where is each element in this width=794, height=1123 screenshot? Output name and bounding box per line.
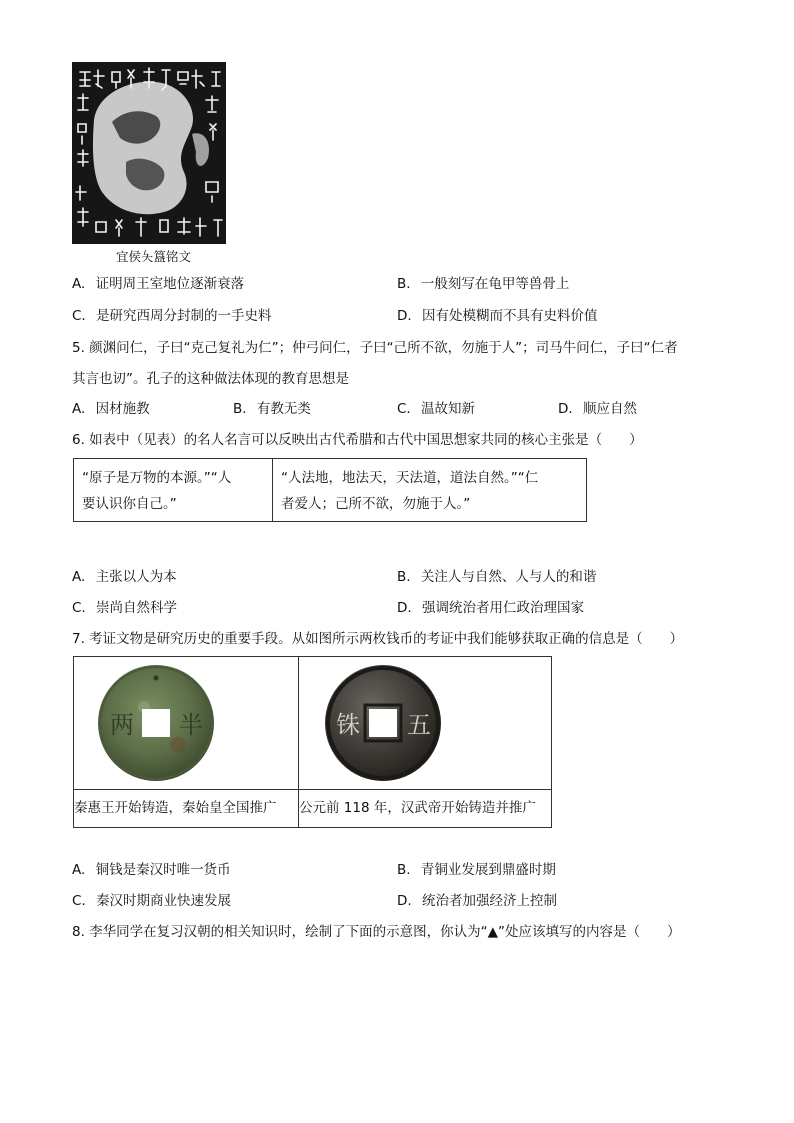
option-text: 秦汉时期商业快速发展: [96, 893, 232, 909]
option-text: 因有处模糊而不具有史料价值: [421, 308, 598, 324]
chinese-quotes-cell: [273, 459, 587, 522]
option-text: 因材施教: [95, 401, 150, 417]
option-label: B.: [233, 401, 247, 417]
q5-stem-line1: 5. 颜渊问仁，子曰“克己复礼为仁”；仲弓问仁，子曰“己所不欲，勿施于人”；司马牛问仁，子曰“仁者: [72, 340, 678, 356]
option-label: A.: [72, 276, 86, 292]
option-label: B.: [397, 569, 411, 585]
q5-option-c[interactable]: [397, 399, 475, 419]
option-text: 证明周王室地位逐渐衰落: [95, 276, 245, 292]
quotes-table: [73, 458, 587, 522]
option-text: 青铜业发展到鼎盛时期: [420, 862, 556, 878]
q6-option-a[interactable]: [72, 567, 177, 587]
option-label: B.: [397, 276, 411, 292]
wuzhu-coin-cell: [299, 657, 552, 790]
q5-stem-line2: 其言也讱”。孔子的这种做法体现的教育思想是: [72, 371, 349, 387]
q4-option-a[interactable]: [72, 274, 244, 294]
q4-option-b[interactable]: [397, 274, 569, 294]
option-text: 关注人与自然、人与人的和谐: [420, 569, 597, 585]
option-label: D.: [397, 893, 412, 909]
option-label: C.: [72, 893, 86, 909]
greek-quote-line1: “原子是万物的本源。”“人: [82, 470, 232, 486]
q7-stem: 7. 考证文物是研究历史的重要手段。从如图所示两枚钱币的考证中我们能够获取正确的信息是（ ）: [72, 631, 684, 647]
option-text: 主张以人为本: [95, 569, 177, 585]
coins-table: [73, 656, 552, 828]
option-text: 是研究西周分封制的一手史料: [96, 308, 272, 324]
coin-character-ban: 半: [179, 711, 203, 739]
option-text: 顺应自然: [582, 401, 637, 417]
option-text: 强调统治者用仁政治理国家: [421, 600, 584, 616]
option-label: B.: [397, 862, 411, 878]
q8-stem: 8. 李华同学在复习汉朝的相关知识时，绘制了下面的示意图，你认为“▲”处应该填写的内容是（ ）: [72, 924, 681, 940]
q4-option-d[interactable]: [397, 306, 597, 326]
option-text: 统治者加强经济上控制: [421, 893, 557, 909]
chinese-quote-line1: “人法地，地法天，天法道，道法自然。”“仁: [281, 470, 539, 486]
q7-option-b[interactable]: [397, 860, 556, 880]
q5-option-b[interactable]: [233, 399, 311, 419]
option-label: A.: [72, 569, 86, 585]
greek-quote-line2: 要认识你自己。”: [82, 496, 177, 512]
q5-option-d[interactable]: [558, 399, 637, 419]
q6-option-d[interactable]: [397, 598, 584, 618]
banliang-coin-image: [74, 657, 298, 785]
option-label: A.: [72, 401, 86, 417]
inscription-rubbing-image: [72, 62, 226, 244]
q4-option-c[interactable]: [72, 306, 272, 326]
q7-option-d[interactable]: [397, 891, 557, 911]
option-text: 崇尚自然科学: [96, 600, 178, 616]
figure-caption: 宜侯夨簋铭文: [116, 249, 192, 264]
q7-option-c[interactable]: [72, 891, 231, 911]
option-label: C.: [72, 600, 86, 616]
q5-option-a[interactable]: [72, 399, 150, 419]
greek-quotes-cell: [74, 459, 273, 522]
option-text: 一般刻写在龟甲等兽骨上: [420, 276, 570, 292]
option-label: D.: [397, 600, 412, 616]
banliang-coin-cell: [74, 657, 299, 790]
wuzhu-coin-caption: 公元前 118 年，汉武帝开始铸造并推广: [299, 790, 552, 828]
coin-character-wu: 五: [407, 711, 431, 739]
q6-stem: 6. 如表中（见表）的名人名言可以反映出古代希腊和古代中国思想家共同的核心主张是（ ）: [72, 432, 643, 448]
q6-option-b[interactable]: [397, 567, 596, 587]
option-text: 铜钱是秦汉时唯一货币: [95, 862, 231, 878]
coin-character-liang: 两: [110, 711, 134, 739]
chinese-quote-line2: 者爱人；己所不欲，勿施于人。”: [281, 496, 471, 512]
option-text: 温故知新: [421, 401, 476, 417]
option-label: D.: [397, 308, 412, 324]
banliang-coin-caption: 秦惠王开始铸造，秦始皇全国推广: [74, 790, 299, 828]
coin-character-zhu: 铢: [336, 711, 360, 739]
option-label: D.: [558, 401, 573, 417]
q6-option-c[interactable]: [72, 598, 177, 618]
option-label: C.: [72, 308, 86, 324]
q7-option-a[interactable]: [72, 860, 231, 880]
option-label: C.: [397, 401, 411, 417]
wuzhu-coin-image: [299, 657, 551, 785]
option-text: 有教无类: [256, 401, 311, 417]
option-label: A.: [72, 862, 86, 878]
